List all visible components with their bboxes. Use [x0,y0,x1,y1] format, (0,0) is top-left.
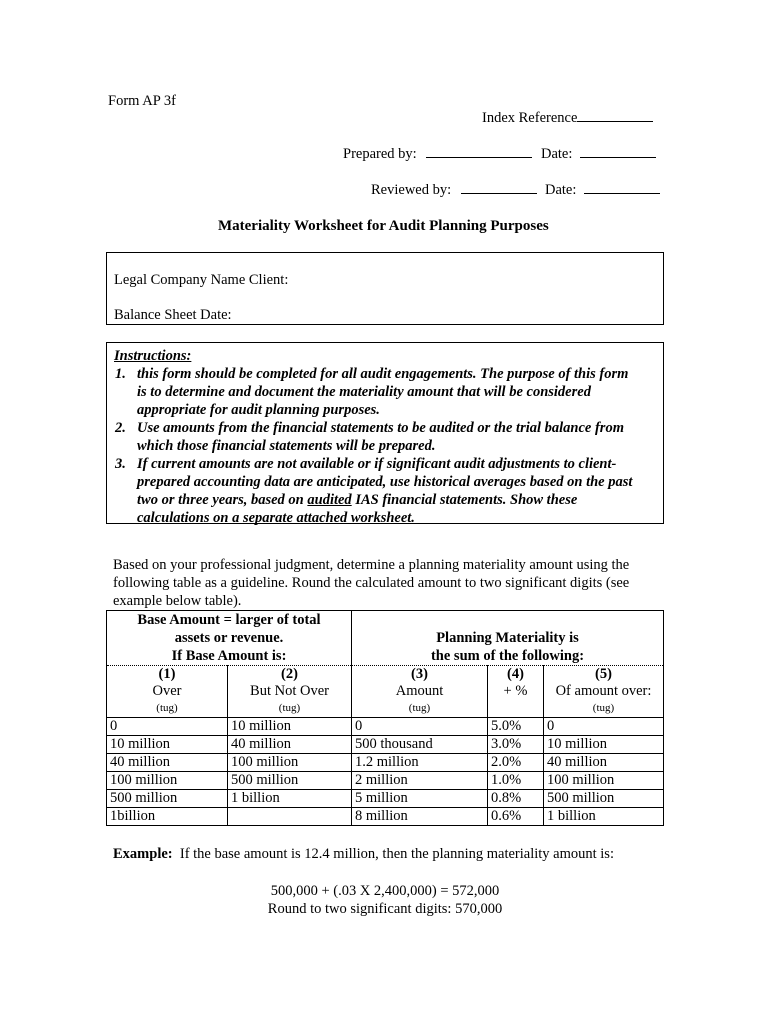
instruction-line: If current amounts are not available or if significant audit adjustments to client- [137,456,617,472]
example-round-line: Round to two significant digits: 570,000 [267,901,503,917]
cell: 0.8% [488,790,544,808]
example-calc-line: 500,000 + (.03 X 2,400,000) = 572,000 [270,883,500,899]
example-calculation [0,882,770,918]
instruction-line: IAS financial statements. Show these [351,492,578,508]
client-info-box [106,252,664,325]
cell: 40 million [228,736,352,754]
instruction-line: two or three years, based on [137,492,308,508]
prepared-by-field[interactable] [343,146,532,163]
cell: 1.0% [488,772,544,790]
col-unit: (tug) [352,700,488,718]
guidance-paragraph [113,556,629,610]
instruction-line: calculations on a separate attached worksheet. [137,510,415,526]
reviewed-by-field[interactable] [371,182,537,199]
cell: 500 million [544,790,664,808]
table-row [107,808,664,826]
instruction-line: Use amounts from the financial statements to be audited or the trial balance from [137,420,624,436]
cell: 1.2 million [352,754,488,772]
cell: 5.0% [488,718,544,736]
reviewed-date-field[interactable] [545,182,660,199]
instruction-line: which those financial statements will be prepared. [137,438,436,454]
base-amount-header: Base Amount = larger of total assets or revenue. If Base Amount is: [107,611,352,666]
cell: 1 billion [228,790,352,808]
column-number-row [107,666,664,684]
guidance-line: Based on your professional judgment, determine a planning materiality amount using the [113,557,630,573]
example-text: If the base amount is 12.4 million, then the planning materiality amount is: [172,846,614,862]
cell: 10 million [107,736,228,754]
cell: 10 million [544,736,664,754]
table-row [107,718,664,736]
col-num: (2) [228,666,352,684]
cell: 100 million [107,772,228,790]
reviewed-date-line [584,192,660,194]
planning-materiality-header: Planning Materiality is the sum of the following: [352,611,664,666]
guidance-line: example below table). [113,593,242,609]
prepared-by-label: Prepared by: [343,146,417,162]
col-name: Amount [352,683,488,700]
table-row [107,790,664,808]
cell: 0.6% [488,808,544,826]
instruction-item-1 [115,365,628,419]
instruction-line: appropriate for audit planning purposes. [137,402,380,418]
col-name: Over [107,683,228,700]
balance-sheet-date-label[interactable]: Balance Sheet Date: [114,307,232,323]
instruction-underlined-word: audited [307,492,352,508]
instructions-box [106,342,664,524]
reviewed-by-line [461,192,537,194]
cell: 3.0% [488,736,544,754]
instruction-num: 1. [115,366,126,382]
col-unit: (tug) [228,700,352,718]
instruction-line: is to determine and document the materiality amount that will be considered [137,384,591,400]
page-title: Materiality Worksheet for Audit Planning Purposes [218,218,549,234]
cell: 2.0% [488,754,544,772]
cell: 40 million [544,754,664,772]
col-num: (1) [107,666,228,684]
cell: 1 billion [544,808,664,826]
col-name: But Not Over [228,683,352,700]
cell [228,808,352,826]
instruction-num: 3. [115,456,126,472]
col-unit: (tug) [107,700,228,718]
col-unit [488,700,544,718]
instruction-item-2 [115,419,624,455]
cell: 500 million [228,772,352,790]
cell: 100 million [544,772,664,790]
instructions-heading: Instructions: [114,348,192,364]
index-reference-label: Index Reference [482,110,578,126]
instruction-line: this form should be completed for all audit engagements. The purpose of this form [137,366,629,382]
cell: 500 thousand [352,736,488,754]
instruction-num: 2. [115,420,126,436]
cell: 100 million [228,754,352,772]
reviewed-by-label: Reviewed by: [371,182,452,198]
cell: 0 [544,718,664,736]
cell: 2 million [352,772,488,790]
col-num: (5) [544,666,664,684]
cell: 0 [107,718,228,736]
prepared-by-line [426,156,532,158]
cell: 5 million [352,790,488,808]
form-id: Form AP 3f [108,93,176,109]
col-name: Of amount over: [544,683,664,700]
cell: 0 [352,718,488,736]
col-num: (4) [488,666,544,684]
col-num: (3) [352,666,488,684]
table-row [107,754,664,772]
reviewed-date-label: Date: [545,182,577,198]
guidance-line: following table as a guideline. Round the calculated amount to two significant digits (see [113,575,630,591]
table-row [107,736,664,754]
col-name: + % [488,683,544,700]
instruction-line: prepared accounting data are anticipated, use historical averages based on the past [137,474,633,490]
cell: 8 million [352,808,488,826]
example-label: Example: [113,846,173,862]
cell: 10 million [228,718,352,736]
prepared-date-field[interactable] [541,146,656,163]
cell: 500 million [107,790,228,808]
col-unit: (tug) [544,700,664,718]
column-name-row [107,683,664,700]
index-reference-field[interactable] [482,110,653,127]
table-row [107,772,664,790]
materiality-table [106,610,664,826]
example-line [113,846,614,863]
company-name-label[interactable]: Legal Company Name Client: [114,272,289,288]
cell: 1billion [107,808,228,826]
column-unit-row [107,700,664,718]
instruction-item-3 [115,455,632,527]
table-header-row [107,611,664,666]
prepared-date-label: Date: [541,146,573,162]
prepared-date-line [580,156,656,158]
index-reference-line [577,120,653,122]
cell: 40 million [107,754,228,772]
